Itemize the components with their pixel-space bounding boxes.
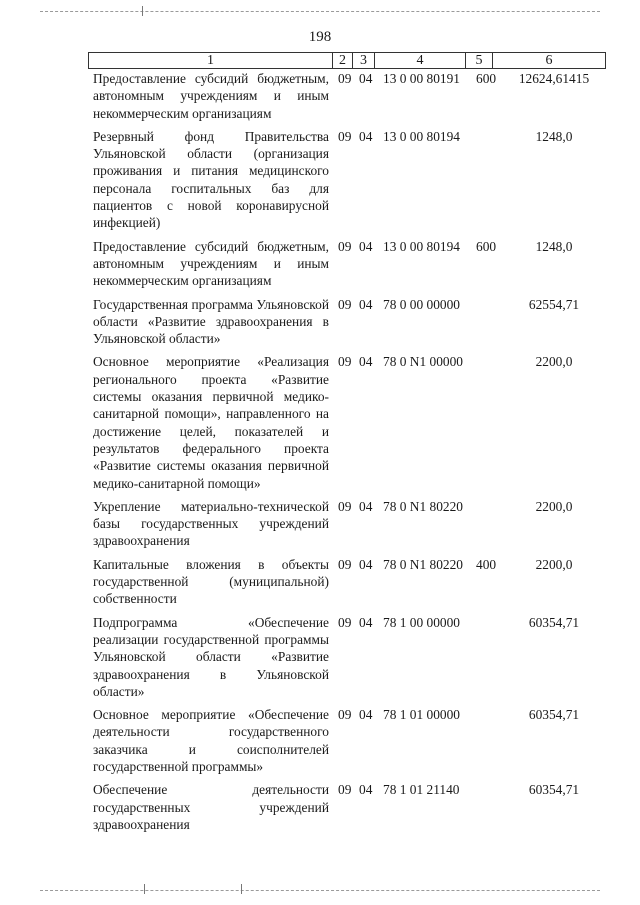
table-header: [88, 52, 606, 69]
row-section: 09: [338, 128, 352, 144]
row-subsection: 04: [359, 238, 373, 254]
row-subsection: 04: [359, 556, 373, 572]
scan-top-line: [40, 11, 600, 12]
row-expense-type: 600: [476, 238, 497, 254]
row-description: Укрепление материально-технической базы государственных учреждений здравоохранения: [93, 498, 329, 549]
row-section: 09: [338, 71, 352, 86]
row-subsection: 04: [359, 782, 373, 798]
row-section: 09: [338, 556, 352, 572]
row-target-article: 78 1 00 00000: [383, 614, 460, 630]
row-amount: 62554,71: [528, 296, 580, 312]
row-target-article: 13 0 00 80191: [383, 71, 460, 86]
header-col-6: 6: [492, 53, 605, 68]
row-target-article: 78 1 01 21140: [383, 782, 460, 798]
row-target-article: 78 0 N1 80220: [383, 498, 463, 514]
header-col-2: 2: [332, 53, 352, 68]
row-expense-type: 600: [476, 71, 497, 86]
table-row: [0, 781, 640, 833]
row-section: 09: [338, 782, 352, 798]
row-amount: 1248,0: [535, 238, 573, 254]
table-row: [0, 70, 640, 122]
row-subsection: 04: [359, 296, 373, 312]
row-subsection: 04: [359, 128, 373, 144]
row-description: Государственная программа Ульяновской области «Развитие здравоохранения в Ульяновской области»: [93, 296, 329, 347]
row-target-article: 13 0 00 80194: [383, 128, 460, 144]
row-amount: 1248,0: [535, 128, 573, 144]
row-amount: 12624,61415: [518, 71, 590, 86]
row-subsection: 04: [359, 71, 373, 86]
row-subsection: 04: [359, 354, 373, 370]
row-subsection: 04: [359, 707, 373, 723]
budget-table-body: [0, 70, 640, 839]
scan-bottom-tick: [144, 884, 145, 894]
table-row: [0, 614, 640, 700]
scan-top-tick: [142, 6, 143, 16]
page-number: 198: [308, 29, 332, 45]
table-row: [0, 706, 640, 775]
header-col-4: 4: [374, 53, 465, 68]
row-amount: 2200,0: [535, 498, 573, 514]
header-col-3: 3: [352, 53, 374, 68]
row-subsection: 04: [359, 498, 373, 514]
scan-bottom-line: [40, 890, 600, 891]
row-amount: 60354,71: [528, 707, 580, 723]
scan-bottom-tick: [241, 884, 242, 894]
row-section: 09: [338, 354, 352, 370]
row-target-article: 78 0 N1 80220: [383, 556, 463, 572]
row-description: Подпрограмма «Обеспечение реализации государственной программы Ульяновской области «Развитие здравоохранения в Ульяновской области»: [93, 614, 329, 699]
table-row: [0, 353, 640, 491]
table-row: [0, 498, 640, 550]
row-subsection: 04: [359, 614, 373, 630]
table-row: [0, 556, 640, 608]
row-section: 09: [338, 498, 352, 514]
row-description: Предоставление субсидий бюджетным, автономным учреждениям и иным некоммерческим организациям: [93, 238, 329, 289]
row-amount: 2200,0: [535, 556, 573, 572]
row-description: Капитальные вложения в объекты государственной (муниципальной) собственности: [93, 556, 329, 607]
row-section: 09: [338, 707, 352, 723]
row-description: Основное мероприятие «Реализация регионального проекта «Развитие системы оказания первичной медико-санитарной помощи», направленного на достижение целей, показателей и результатов федерального проекта «Развитие системы оказания первичной медико-санитарной помощи»: [93, 354, 329, 491]
row-amount: 60354,71: [528, 614, 580, 630]
table-row: [0, 296, 640, 348]
header-col-1: 1: [207, 53, 214, 68]
row-amount: 60354,71: [528, 782, 580, 798]
header-col-5: 5: [465, 53, 492, 68]
row-expense-type: 400: [476, 556, 497, 572]
row-section: 09: [338, 614, 352, 630]
row-description: Основное мероприятие «Обеспечение деятельности государственного заказчика и соисполнителей государственной программы»: [93, 707, 329, 774]
row-section: 09: [338, 296, 352, 312]
table-row: [0, 128, 640, 232]
row-amount: 2200,0: [535, 354, 573, 370]
row-description: Резервный фонд Правительства Ульяновской области (организация проживания и питания медицинского персонала госпитальных баз для пациентов с новой коронавирусной инфекцией): [93, 128, 329, 231]
row-target-article: 13 0 00 80194: [383, 238, 460, 254]
table-row: [0, 238, 640, 290]
row-target-article: 78 0 N1 00000: [383, 354, 463, 370]
row-target-article: 78 1 01 00000: [383, 707, 460, 723]
row-target-article: 78 0 00 00000: [383, 296, 460, 312]
row-section: 09: [338, 238, 352, 254]
row-description: Предоставление субсидий бюджетным, автономным учреждениям и иным некоммерческим организациям: [93, 71, 329, 121]
row-description: Обеспечение деятельности государственных учреждений здравоохранения: [93, 782, 329, 832]
